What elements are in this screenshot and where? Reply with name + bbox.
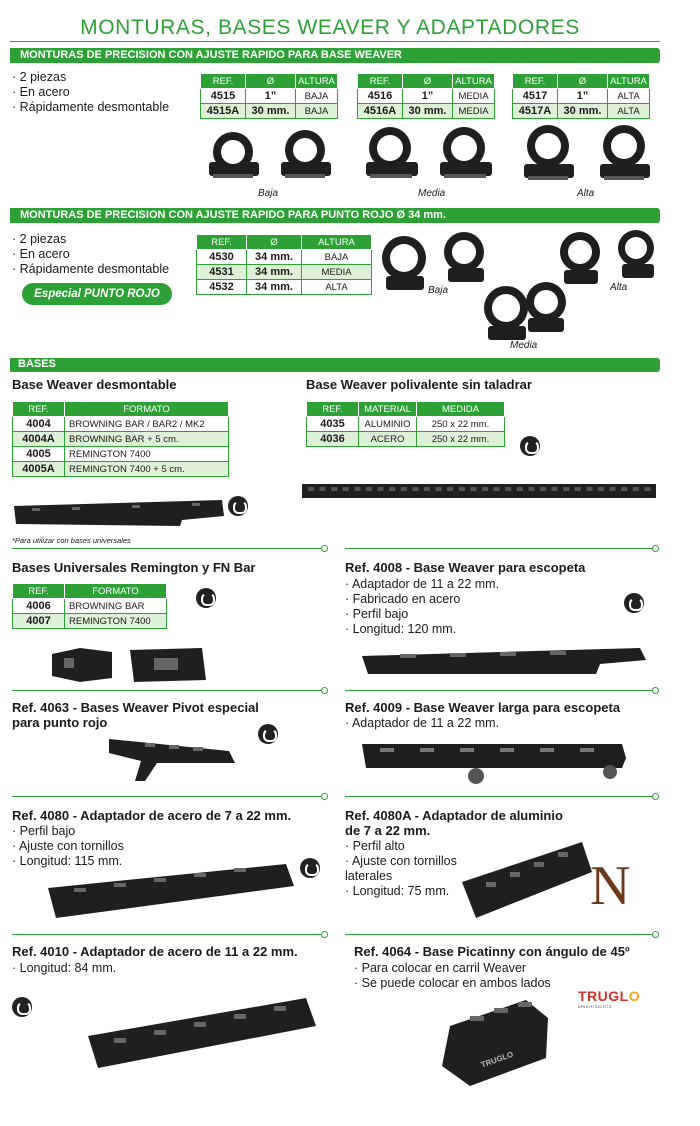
table-cell: ALTA bbox=[302, 280, 372, 295]
section-band-weaver-mounts: MONTURAS DE PRECISION CON AJUSTE RAPIDO PARA BASE WEAVER bbox=[10, 48, 660, 63]
rail-slot bbox=[598, 487, 604, 491]
table-cell: 4531 bbox=[197, 265, 247, 280]
ref-4008-features bbox=[345, 577, 499, 637]
base-polivalente-title: Base Weaver polivalente sin taladrar bbox=[306, 377, 532, 392]
spec-table-4517 bbox=[512, 73, 650, 119]
section-divider bbox=[12, 934, 324, 935]
ref-4008-rail-image bbox=[360, 640, 650, 680]
ref-4010-title: Ref. 4010 - Adaptador de acero de 11 a 22 mm. bbox=[12, 944, 298, 959]
feature-item: · Para colocar en carril Weaver bbox=[354, 961, 551, 976]
col-header: REF. bbox=[513, 74, 558, 89]
brand-emblem-icon bbox=[520, 436, 540, 456]
caption-baja: Baja bbox=[428, 285, 449, 296]
ref-4008-title: Ref. 4008 - Base Weaver para escopeta bbox=[345, 560, 586, 575]
feature-item: · Rápidamente desmontable bbox=[12, 262, 169, 277]
feature-item: · Adaptador de 11 a 22 mm. bbox=[345, 577, 499, 592]
table-cell: BAJA bbox=[302, 250, 372, 265]
ref-4080a-feature-continued bbox=[345, 869, 392, 884]
page-title: MONTURAS, BASES WEAVER Y ADAPTADORES bbox=[80, 16, 580, 39]
ref-4080a-title-line: Ref. 4080A - Adaptador de aluminio bbox=[345, 808, 563, 823]
ref-4064-picatinny-image bbox=[430, 996, 560, 1090]
feature-item: · En acero bbox=[12, 247, 169, 262]
table-cell: 4517 bbox=[513, 89, 558, 104]
col-header: Ø bbox=[246, 74, 296, 89]
rail-slot bbox=[320, 487, 326, 491]
col-header: FORMATO bbox=[65, 584, 167, 599]
col-header: Ø bbox=[403, 74, 453, 89]
rail-slot bbox=[366, 487, 372, 491]
spec-table-universales bbox=[12, 583, 167, 629]
ref-4063-title bbox=[12, 700, 259, 730]
brand-emblem-icon bbox=[624, 593, 644, 613]
ring-mounts-baja-image bbox=[205, 130, 345, 190]
brand-emblem-icon bbox=[196, 588, 216, 608]
rail-slot bbox=[470, 487, 476, 491]
table-cell: 34 mm. bbox=[247, 250, 302, 265]
rail-slot bbox=[517, 487, 523, 491]
brand-emblem-icon bbox=[258, 724, 278, 744]
feature-item-continuation: laterales bbox=[345, 869, 393, 883]
feature-item: · Longitud: 115 mm. bbox=[12, 854, 124, 869]
rail-slot bbox=[575, 487, 581, 491]
feature-item: · Perfil bajo bbox=[345, 607, 499, 622]
table-cell: 4006 bbox=[13, 599, 65, 614]
rail-slot bbox=[343, 487, 349, 491]
table-cell: ALTA bbox=[608, 89, 650, 104]
feature-item: · Longitud: 75 mm. bbox=[345, 884, 449, 899]
feature-item: · Perfil bajo bbox=[12, 824, 124, 839]
section-divider bbox=[12, 796, 324, 797]
truglo-wordmark-o: O bbox=[628, 988, 641, 1004]
table-cell: ALTA bbox=[608, 104, 650, 119]
rail-slot bbox=[644, 487, 650, 491]
table-cell: 4005 bbox=[13, 447, 65, 462]
universal-bases-image bbox=[50, 644, 210, 686]
caption-media: Media bbox=[418, 188, 446, 199]
table-cell: 4530 bbox=[197, 250, 247, 265]
ref-4080a-adapter-image bbox=[456, 838, 596, 922]
feature-item: · Ajuste con tornillos bbox=[12, 839, 124, 854]
rail-slot bbox=[447, 487, 453, 491]
universales-title: Bases Universales Remington y FN Bar bbox=[12, 560, 256, 575]
col-header: FORMATO bbox=[65, 402, 229, 417]
rail-slot bbox=[633, 487, 639, 491]
feature-item: · Ajuste con tornillos bbox=[345, 854, 457, 869]
table-cell: 4004A bbox=[13, 432, 65, 447]
usage-note: *Para utilizar con bases universales bbox=[12, 536, 131, 545]
rail-slot bbox=[436, 487, 442, 491]
rail-slot bbox=[389, 487, 395, 491]
table-cell: REMINGTON 7400 bbox=[65, 614, 167, 629]
rail-slot bbox=[552, 487, 558, 491]
col-header: REF. bbox=[307, 402, 359, 417]
col-header: ALTURA bbox=[453, 74, 495, 89]
col-header: REF. bbox=[201, 74, 246, 89]
rail-slot bbox=[610, 487, 616, 491]
table-cell: 4532 bbox=[197, 280, 247, 295]
feature-item: · Adaptador de 11 a 22 mm. bbox=[345, 716, 499, 731]
feature-item: · Se puede colocar en ambos lados bbox=[354, 976, 551, 991]
col-header: REF. bbox=[358, 74, 403, 89]
spec-table-base-desmontable bbox=[12, 401, 229, 477]
title-underline bbox=[10, 38, 660, 42]
table-cell: 4036 bbox=[307, 432, 359, 447]
section-divider bbox=[345, 548, 655, 549]
ref-4010-features bbox=[12, 961, 116, 976]
section-divider bbox=[345, 934, 655, 935]
caption-alta: Alta bbox=[577, 188, 595, 199]
col-header: MEDIDA bbox=[417, 402, 505, 417]
table-cell: 30 mm. bbox=[403, 104, 453, 119]
feature-item: · Perfil alto bbox=[345, 839, 457, 854]
rail-slot bbox=[494, 487, 500, 491]
brand-emblem-icon bbox=[12, 997, 32, 1017]
table-cell: REMINGTON 7400 + 5 cm. bbox=[65, 462, 229, 477]
ref-4063-pivot-image bbox=[105, 733, 240, 783]
table-cell: BROWNING BAR / BAR2 / MK2 bbox=[65, 417, 229, 432]
section-divider bbox=[12, 548, 324, 549]
feature-item: · Longitud: 84 mm. bbox=[12, 961, 116, 976]
col-header: ALTURA bbox=[608, 74, 650, 89]
rail-slot bbox=[459, 487, 465, 491]
table-cell: ALUMINIO bbox=[359, 417, 417, 432]
rail-slot bbox=[354, 487, 360, 491]
rail-slot bbox=[563, 487, 569, 491]
table-cell: 4005A bbox=[13, 462, 65, 477]
caption-alta: Alta bbox=[610, 282, 628, 293]
table-cell: BAJA bbox=[296, 89, 338, 104]
ref-4063-title-line: Ref. 4063 - Bases Weaver Pivot especial bbox=[12, 700, 259, 715]
col-header: ALTURA bbox=[302, 235, 372, 250]
ref-4010-adapter-image bbox=[84, 996, 324, 1072]
rail-slot bbox=[586, 487, 592, 491]
section-band-red-dot-mounts: MONTURAS DE PRECISION CON AJUSTE RAPIDO PARA PUNTO ROJO Ø 34 mm. bbox=[10, 208, 660, 223]
ref-4080-title: Ref. 4080 - Adaptador de acero de 7 a 22 mm. bbox=[12, 808, 292, 823]
section-divider bbox=[12, 690, 324, 691]
table-cell: 30 mm. bbox=[246, 104, 296, 119]
spec-table-base-polivalente bbox=[306, 401, 505, 447]
ref-4080a-features bbox=[345, 839, 457, 869]
table-cell: 4517A bbox=[513, 104, 558, 119]
section-divider bbox=[345, 690, 655, 691]
caption-media: Media bbox=[510, 340, 538, 351]
brand-emblem-icon bbox=[300, 858, 320, 878]
truglo-wordmark-part: TRUGL bbox=[578, 988, 629, 1004]
spec-table-red-dot bbox=[196, 234, 372, 295]
table-cell: MEDIA bbox=[302, 265, 372, 280]
rail-slot bbox=[424, 487, 430, 491]
table-cell: 1” bbox=[246, 89, 296, 104]
col-header: MATERIAL bbox=[359, 402, 417, 417]
features-list-weaver bbox=[12, 70, 169, 115]
section-divider bbox=[345, 796, 655, 797]
truglo-tagline: BRIGHTSIGHTS bbox=[578, 1004, 612, 1009]
table-cell: ACERO bbox=[359, 432, 417, 447]
col-header: Ø bbox=[558, 74, 608, 89]
col-header: REF. bbox=[13, 584, 65, 599]
rail-slot bbox=[528, 487, 534, 491]
ref-4064-features bbox=[354, 961, 551, 991]
table-cell: REMINGTON 7400 bbox=[65, 447, 229, 462]
feature-item: · 2 piezas bbox=[12, 70, 169, 85]
ref-4009-rail-image bbox=[360, 738, 630, 786]
table-cell: 34 mm. bbox=[247, 265, 302, 280]
ref-4080a-title-line: de 7 a 22 mm. bbox=[345, 823, 431, 838]
col-header: REF. bbox=[13, 402, 65, 417]
table-cell: 4007 bbox=[13, 614, 65, 629]
ref-4080-adapter-image bbox=[44, 862, 300, 924]
table-cell: 4004 bbox=[13, 417, 65, 432]
table-cell: 250 x 22 mm. bbox=[417, 417, 505, 432]
section-band-bases: BASES bbox=[10, 358, 660, 372]
truglo-logo bbox=[578, 988, 640, 1009]
special-red-dot-badge: Especial PUNTO ROJO bbox=[22, 283, 172, 305]
table-cell: MEDIA bbox=[453, 89, 495, 104]
table-cell: BROWNING BAR + 5 cm. bbox=[65, 432, 229, 447]
base-polivalente-rail-image bbox=[300, 478, 660, 504]
ref-4064-title: Ref. 4064 - Base Picatinny con ángulo de 45º bbox=[354, 944, 630, 959]
feature-item: · Rápidamente desmontable bbox=[12, 100, 169, 115]
table-cell: 4516A bbox=[358, 104, 403, 119]
col-header: ALTURA bbox=[296, 74, 338, 89]
rail-slot bbox=[505, 487, 511, 491]
table-cell: 4035 bbox=[307, 417, 359, 432]
brand-n-logo: N bbox=[590, 855, 631, 917]
spec-table-4515 bbox=[200, 73, 338, 119]
table-cell: BAJA bbox=[296, 104, 338, 119]
feature-item: · Longitud: 120 mm. bbox=[345, 622, 499, 637]
ring-mounts-media-image bbox=[362, 126, 502, 188]
table-cell: MEDIA bbox=[453, 104, 495, 119]
rail-slot bbox=[482, 487, 488, 491]
feature-item: · En acero bbox=[12, 85, 169, 100]
features-list-red-dot bbox=[12, 232, 169, 277]
feature-item: · 2 piezas bbox=[12, 232, 169, 247]
table-cell: 34 mm. bbox=[247, 280, 302, 295]
rail-slot bbox=[331, 487, 337, 491]
rail-slot bbox=[401, 487, 407, 491]
rail-slot bbox=[540, 487, 546, 491]
table-cell: 30 mm. bbox=[558, 104, 608, 119]
base-desmontable-image bbox=[12, 498, 227, 528]
rail-slot bbox=[412, 487, 418, 491]
base-desmontable-title: Base Weaver desmontable bbox=[12, 377, 177, 392]
product-print-truglo: TRUGLO bbox=[479, 1049, 515, 1070]
table-cell: BROWNING BAR bbox=[65, 599, 167, 614]
table-cell: 4515 bbox=[201, 89, 246, 104]
ref-4080a-features-extra bbox=[345, 884, 449, 899]
truglo-wordmark bbox=[578, 988, 640, 1004]
table-cell: 4516 bbox=[358, 89, 403, 104]
brand-emblem-icon bbox=[228, 496, 248, 516]
ref-4063-title-line: para punto rojo bbox=[12, 715, 108, 730]
col-header: REF. bbox=[197, 235, 247, 250]
table-cell: 1” bbox=[403, 89, 453, 104]
feature-item: · Fabricado en acero bbox=[345, 592, 499, 607]
spec-table-4516 bbox=[357, 73, 495, 119]
ref-4080a-title bbox=[345, 808, 563, 838]
caption-baja: Baja bbox=[258, 188, 279, 199]
ref-4009-title: Ref. 4009 - Base Weaver larga para escopeta bbox=[345, 700, 621, 715]
rail-slot bbox=[378, 487, 384, 491]
ref-4009-features bbox=[345, 716, 499, 731]
table-cell: 250 x 22 mm. bbox=[417, 432, 505, 447]
table-cell: 1” bbox=[558, 89, 608, 104]
rail-slot bbox=[621, 487, 627, 491]
col-header: Ø bbox=[247, 235, 302, 250]
ring-mounts-alta-image bbox=[520, 124, 660, 190]
table-cell: 4515A bbox=[201, 104, 246, 119]
rail-slot bbox=[308, 487, 314, 491]
